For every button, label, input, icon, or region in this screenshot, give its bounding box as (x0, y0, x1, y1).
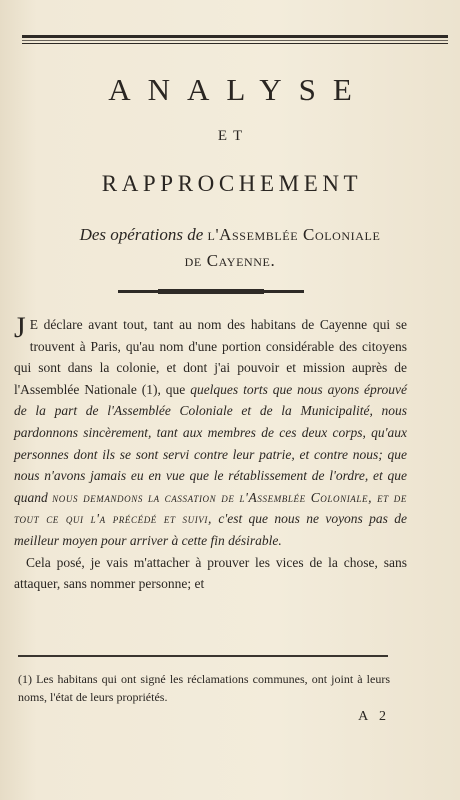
title-et: ET (217, 128, 249, 144)
paragraph-1-opening: E déclare avant tout, tant au nom des habitans de Cayenne qui se trouvent à Paris, qu'au nom d'une portion considérable des citoyens qui sont dans la colonie, et dont j'ai pouvoir et mission auprès de l'Assemblée Nationale (1), que (14, 317, 407, 397)
paragraph-1-smallcaps: nous demandons la cassation de l'Assemblée Coloniale, et de tout ce qui l'a précédé et suivi, (14, 489, 407, 527)
subtitle-part3: de Cayenne. (184, 251, 276, 270)
subtitle-part2: l'Assemblée Coloniale (207, 225, 381, 244)
title-analyse: ANALYSE (108, 72, 369, 107)
paragraph-2: Cela posé, je vais m'attacher à prouver les vices de la chose, sans attaquer, sans nommer personne; et (14, 554, 407, 592)
footnote: (1) Les habitans qui ont signé les réclamations communes, ont joint à leurs noms, l'état de leurs propriétés. (18, 672, 390, 704)
signature-mark: A 2 (358, 709, 390, 724)
drop-cap: J (14, 311, 26, 344)
body-text (14, 311, 407, 595)
paragraph-1 (14, 311, 407, 552)
top-ornamental-rule (22, 35, 448, 44)
paragraph-1-italic-end: c'est que nous ne voyons pas de meilleur moyen pour arriver à cette fin désirable. (14, 511, 407, 548)
footnote-rule (18, 655, 388, 657)
subtitle-part1: Des opérations de (79, 225, 204, 244)
title-rapprochement: RAPPROCHEMENT (101, 171, 363, 196)
paragraph-1-italic: quelques torts que nous ayons éprouvé de la part de l'Assemblée Coloniale et de la Municipalité, nous pardonnons sincèrement, tant aux membres de ces deux corps, qu'aux personnes dont ils se sont servi contre leur patrie, et contre nous; que nous n'avons jamais eu en vue que le rétablissement de l'ordre, et que quand (14, 381, 407, 505)
section-divider (118, 290, 304, 293)
subtitle (10, 222, 450, 274)
